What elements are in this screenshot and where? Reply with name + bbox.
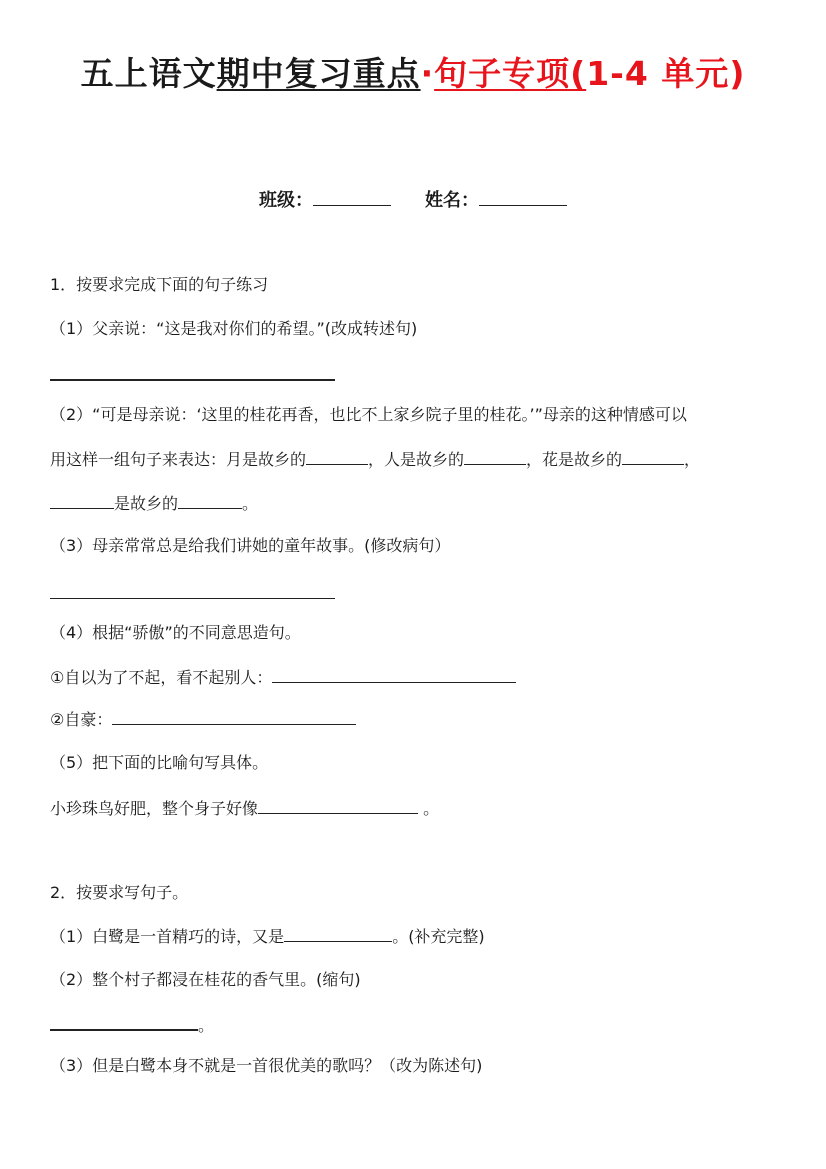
q1-s1: （1）父亲说：“这是我对你们的希望。”(改成转述句) bbox=[50, 319, 418, 338]
q1-s3: （3）母亲常常总是给我们讲她的童年故事。(修改病句） bbox=[50, 536, 451, 555]
q1-s2-line1: （2）“可是母亲说：‘这里的桂花再香，也比不上家乡院子里的桂花。’”母亲的这种情感可以 bbox=[50, 405, 687, 424]
q1-s2-text-d: ， bbox=[684, 450, 701, 469]
title-dot: · bbox=[420, 54, 435, 93]
q1-s2-blank-5[interactable] bbox=[178, 492, 242, 509]
q2-s2: （2）整个村子都浸在桂花的香气里。(缩句) bbox=[50, 970, 361, 989]
q1-s5-sentence bbox=[50, 797, 439, 820]
title-part-1: 五上语文 bbox=[80, 54, 217, 93]
q1-s2-blank-2[interactable] bbox=[464, 448, 526, 465]
q1-s2-text-c: ，花是故乡的 bbox=[526, 450, 623, 469]
q2-s1-text: （1）白鹭是一首精巧的诗，又是 bbox=[50, 927, 285, 946]
q1-s2-blank-4[interactable] bbox=[50, 492, 114, 509]
q1-s4-2-text: ②自豪： bbox=[50, 710, 113, 729]
q1-s4-1-text: ①自以为了不起，看不起别人： bbox=[50, 668, 273, 687]
name-blank[interactable] bbox=[479, 191, 567, 206]
q1-s5: （5）把下面的比喻句写具体。 bbox=[50, 753, 269, 772]
q1-s2-line3 bbox=[50, 492, 258, 515]
q1-s1-answer-line[interactable] bbox=[50, 379, 335, 381]
q1-s2-text-e: 是故乡的 bbox=[114, 494, 179, 513]
title-part-2: 期中复习重点 bbox=[216, 54, 421, 93]
q1-s3-answer-line[interactable] bbox=[50, 598, 335, 599]
q1-s2-text-b: ，人是故乡的 bbox=[368, 450, 465, 469]
name-label: 姓名： bbox=[425, 190, 479, 211]
q1-s5-blank[interactable] bbox=[258, 797, 418, 814]
q2-s2-blank[interactable] bbox=[50, 1013, 198, 1031]
student-info bbox=[0, 186, 826, 212]
page-title bbox=[0, 48, 826, 95]
q1-s4-1-blank[interactable] bbox=[272, 666, 516, 683]
q1-s2-text-f: 。 bbox=[242, 494, 259, 513]
q1-s5-text: 小珍珠鸟好肥，整个身子好像 bbox=[50, 799, 259, 818]
q1-s4-2-blank[interactable] bbox=[112, 708, 356, 725]
q1-s4-1 bbox=[50, 666, 516, 689]
q2-s1 bbox=[50, 925, 485, 948]
class-label: 班级： bbox=[259, 190, 313, 211]
q1-s4: （4）根据“骄傲”的不同意思造句。 bbox=[50, 623, 301, 642]
q2-s1-blank[interactable] bbox=[284, 925, 392, 942]
q1-s5-end: 。 bbox=[418, 799, 440, 818]
q1-s2-blank-3[interactable] bbox=[622, 448, 684, 465]
q2-s1-end: 。(补充完整) bbox=[392, 927, 485, 946]
q1-heading: 1．按要求完成下面的句子练习 bbox=[50, 275, 269, 294]
title-part-4: 1-4 单元) bbox=[586, 54, 746, 93]
q1-s2-text-a: 用这样一组句子来表达：月是故乡的 bbox=[50, 450, 307, 469]
title-part-3: 句子专项( bbox=[434, 54, 587, 93]
q2-s2-answer bbox=[50, 1013, 214, 1037]
q2-heading: 2．按要求写句子。 bbox=[50, 883, 189, 902]
q1-s2-line2 bbox=[50, 448, 700, 471]
q1-s2-blank-1[interactable] bbox=[306, 448, 368, 465]
q2-s3: （3）但是白鹭本身不就是一首很优美的歌吗？（改为陈述句) bbox=[50, 1056, 483, 1075]
class-blank[interactable] bbox=[313, 191, 391, 206]
q1-s4-2 bbox=[50, 708, 356, 731]
q2-s2-end: 。 bbox=[198, 1016, 215, 1035]
